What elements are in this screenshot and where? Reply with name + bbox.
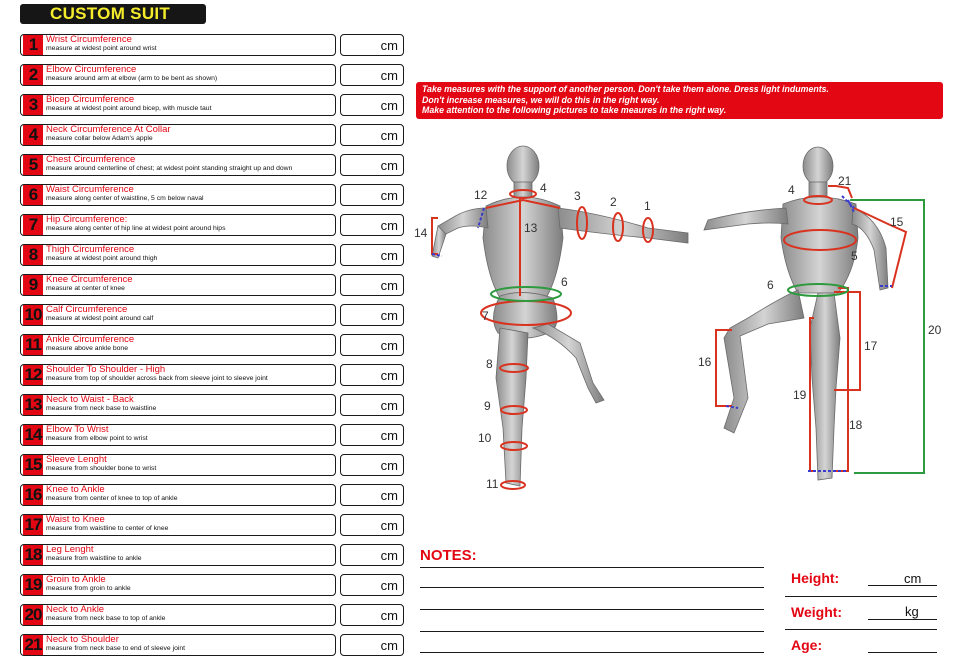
measurement-name: Elbow Circumference: [46, 64, 137, 75]
measurement-value-field[interactable]: [340, 214, 404, 236]
height-input-line[interactable]: [868, 585, 937, 586]
measurement-value-field[interactable]: [340, 634, 404, 656]
unit-label: cm: [380, 428, 398, 443]
back-figure: [432, 146, 688, 486]
measurement-row: [20, 364, 410, 386]
measurement-name: Waist to Knee: [46, 514, 105, 525]
measurement-value-field[interactable]: [340, 64, 404, 86]
figure-label: 11: [486, 477, 499, 491]
measurement-number: 5: [23, 155, 43, 175]
measurement-name: Thigh Circumference: [46, 244, 135, 255]
weight-unit: kg: [905, 604, 919, 619]
notes-line[interactable]: [420, 587, 764, 588]
unit-label: cm: [380, 488, 398, 503]
measurement-row: [20, 424, 410, 446]
figure-label: 5: [851, 249, 858, 263]
figure-label: 9: [484, 399, 491, 413]
measurement-row: [20, 94, 410, 116]
measurement-description: measure from top of shoulder across back from sleeve joint to sleeve joint: [46, 375, 268, 382]
unit-label: cm: [380, 158, 398, 173]
unit-label: cm: [380, 308, 398, 323]
measurement-value-field[interactable]: [340, 514, 404, 536]
figure-label: 14: [414, 226, 428, 240]
measurement-number: 2: [23, 65, 43, 85]
measurement-number: 8: [23, 245, 43, 265]
measurement-number: 21: [24, 635, 42, 654]
height-unit: cm: [904, 571, 922, 586]
figure-label: 19: [793, 388, 807, 402]
unit-label: cm: [380, 218, 398, 233]
unit-label: cm: [380, 458, 398, 473]
measurement-number: 14: [24, 425, 42, 444]
figure-label: 7: [482, 309, 489, 323]
figure-label: 4: [788, 183, 795, 197]
unit-label: cm: [380, 638, 398, 653]
measurement-row: [20, 484, 410, 506]
measurement-value-field[interactable]: [340, 544, 404, 566]
measurement-description: measure from neck base to top of ankle: [46, 615, 166, 622]
measurement-row: [20, 274, 410, 296]
measurement-name: Neck to Shoulder: [46, 634, 119, 645]
unit-label: cm: [380, 128, 398, 143]
measurement-description: measure at widest point around calf: [46, 315, 154, 322]
measurement-row: [20, 574, 410, 596]
unit-label: cm: [380, 38, 398, 53]
instruction-line: Make attention to the following pictures to take meaures in the right way.: [422, 105, 727, 116]
measurement-row: [20, 244, 410, 266]
measurement-row: [20, 634, 410, 656]
body-measurement-illustration: [408, 128, 953, 528]
unit-label: cm: [380, 68, 398, 83]
measurement-row: [20, 604, 410, 626]
figure-label: 21: [838, 174, 852, 188]
notes-line[interactable]: [420, 631, 764, 632]
unit-label: cm: [380, 368, 398, 383]
figure-label: 3: [574, 189, 581, 203]
measurement-value-field[interactable]: [340, 424, 404, 446]
figure-label: 16: [698, 355, 712, 369]
measurement-row: [20, 304, 410, 326]
height-label: Height:: [791, 570, 840, 586]
measurement-description: measure from elbow point to wrist: [46, 435, 148, 442]
measurement-name: Chest Circumference: [46, 154, 136, 165]
measurement-description: measure along center of hip line at widest point around hips: [46, 225, 226, 232]
figure-label: 2: [610, 195, 617, 209]
measurement-name: Leg Lenght: [46, 544, 94, 555]
measurement-value-field[interactable]: [340, 364, 404, 386]
divider-line: [785, 596, 937, 597]
age-label: Age:: [791, 637, 823, 653]
measurement-value-field[interactable]: [340, 574, 404, 596]
figure-label: 13: [524, 221, 538, 235]
age-input-line[interactable]: [868, 652, 937, 653]
measurement-description: measure at center of knee: [46, 285, 125, 292]
measurement-number: 12: [24, 365, 42, 384]
unit-label: cm: [380, 188, 398, 203]
measurement-name: Groin to Ankle: [46, 574, 106, 585]
measurement-row: [20, 64, 410, 86]
measurement-number: 15: [24, 455, 42, 474]
figure-label: 10: [478, 431, 492, 445]
measurement-name: Knee to Ankle: [46, 484, 105, 495]
measurement-number: 20: [24, 605, 42, 624]
measurement-name: Bicep Circumference: [46, 94, 135, 105]
measurement-description: measure from center of knee to top of ankle: [46, 495, 178, 502]
instruction-line: Don't increase measures, we will do this in the right way.: [422, 94, 660, 105]
unit-label: cm: [380, 608, 398, 623]
measurement-description: measure from neck base to end of sleeve joint: [46, 645, 186, 652]
measurement-name: Shoulder To Shoulder - High: [46, 364, 166, 375]
measurement-value-field[interactable]: [340, 94, 404, 116]
unit-label: cm: [380, 518, 398, 533]
measurement-row: [20, 544, 410, 566]
measurement-number: 10: [24, 305, 42, 324]
measurement-value-field[interactable]: [340, 154, 404, 176]
unit-label: cm: [380, 98, 398, 113]
measurement-value-field[interactable]: [340, 394, 404, 416]
measurement-description: measure collar below Adam's apple: [46, 135, 153, 142]
measurement-name: Neck to Ankle: [46, 604, 105, 615]
measurement-number: 11: [23, 335, 43, 355]
notes-label: NOTES:: [420, 547, 477, 564]
weight-input-line[interactable]: [868, 619, 937, 620]
unit-label: cm: [380, 548, 398, 563]
measurement-row: [20, 124, 410, 146]
instructions-banner: [416, 82, 943, 119]
measurement-number: 4: [23, 125, 43, 145]
measurement-number: 3: [23, 95, 43, 115]
measurement-value-field[interactable]: [340, 244, 404, 266]
measurement-name: Sleeve Lenght: [46, 454, 107, 465]
measurement-description: measure from waistline to ankle: [46, 555, 142, 562]
measurement-value-field[interactable]: [340, 124, 404, 146]
measurement-number: 19: [24, 575, 42, 594]
measurement-value-field[interactable]: [340, 184, 404, 206]
measurement-description: measure around centerline of chest; at widest point standing straight up and down: [46, 165, 293, 172]
instruction-line: Take measures with the support of another person. Don't take them alone. Dress light induments.: [422, 84, 829, 94]
figure-label: 12: [474, 188, 488, 202]
notes-line[interactable]: [420, 652, 764, 653]
measurement-description: measure above ankle bone: [46, 345, 128, 352]
measurement-value-field[interactable]: [340, 604, 404, 626]
measurement-description: measure at widest point around thigh: [46, 255, 158, 262]
measurement-value-field[interactable]: [340, 304, 404, 326]
measurement-name: Wrist Circumference: [46, 34, 132, 45]
measurement-row: [20, 454, 410, 476]
neck-to-ankle-bracket: [850, 200, 924, 473]
measurement-name: Knee Circumference: [46, 274, 133, 285]
measurement-value-field[interactable]: [340, 484, 404, 506]
measurement-row: [20, 184, 410, 206]
form-title: CUSTOM SUIT: [20, 4, 206, 24]
measurement-number: 13: [24, 395, 42, 414]
figure-label: 18: [849, 418, 863, 432]
unit-label: cm: [380, 248, 398, 263]
notes-line[interactable]: [420, 567, 764, 568]
measurement-description: measure from shoulder bone to wrist: [46, 465, 157, 472]
figure-label: 6: [561, 275, 568, 289]
measurement-number: 9: [23, 275, 43, 295]
measurement-name: Calf Circumference: [46, 304, 128, 315]
measurement-name: Neck to Waist - Back: [46, 394, 134, 405]
measurement-row: [20, 334, 410, 356]
measurement-number: 6: [23, 185, 43, 205]
measurement-row: [20, 34, 410, 56]
measurement-description: measure from waistline to center of knee: [46, 525, 169, 532]
measurement-value-field[interactable]: [340, 334, 404, 356]
measurement-number: 7: [23, 215, 43, 235]
measurement-row: [20, 394, 410, 416]
measurement-name: Hip Circumference:: [46, 214, 128, 225]
figure-label: 15: [890, 215, 904, 229]
measurement-row: [20, 154, 410, 176]
measurement-value-field[interactable]: [340, 454, 404, 476]
measurement-name: Waist Circumference: [46, 184, 134, 195]
unit-label: cm: [380, 278, 398, 293]
measurement-number: 1: [23, 35, 43, 55]
measurement-name: Neck Circumference At Collar: [46, 124, 171, 135]
measurement-number: 18: [24, 545, 42, 564]
figure-label: 1: [644, 199, 651, 213]
measurement-name: Ankle Circumference: [46, 334, 135, 345]
measurement-number: 16: [24, 485, 42, 504]
unit-label: cm: [380, 578, 398, 593]
figure-label: 20: [928, 323, 942, 337]
measurement-description: measure around arm at elbow (arm to be bent as shown): [46, 75, 218, 82]
measurement-value-field[interactable]: [340, 274, 404, 296]
weight-label: Weight:: [791, 604, 843, 620]
measurement-number: 17: [24, 515, 42, 534]
measurement-name: Elbow To Wrist: [46, 424, 109, 435]
unit-label: cm: [380, 338, 398, 353]
measurement-description: measure at widest point around bicep, with muscle taut: [46, 105, 212, 112]
measurement-description: measure at widest point around wrist: [46, 45, 157, 52]
measurement-row: [20, 514, 410, 536]
measurement-description: measure along center of waistline, 5 cm below naval: [46, 195, 204, 202]
figure-label: 4: [540, 181, 547, 195]
divider-line: [785, 629, 937, 630]
measurement-description: measure from neck base to waistline: [46, 405, 157, 412]
measurement-row: [20, 214, 410, 236]
figure-label: 8: [486, 357, 493, 371]
figure-label: 17: [864, 339, 878, 353]
notes-line[interactable]: [420, 609, 764, 610]
measurement-description: measure from groin to ankle: [46, 585, 131, 592]
measurement-value-field[interactable]: [340, 34, 404, 56]
figure-label: 6: [767, 278, 774, 292]
unit-label: cm: [380, 398, 398, 413]
